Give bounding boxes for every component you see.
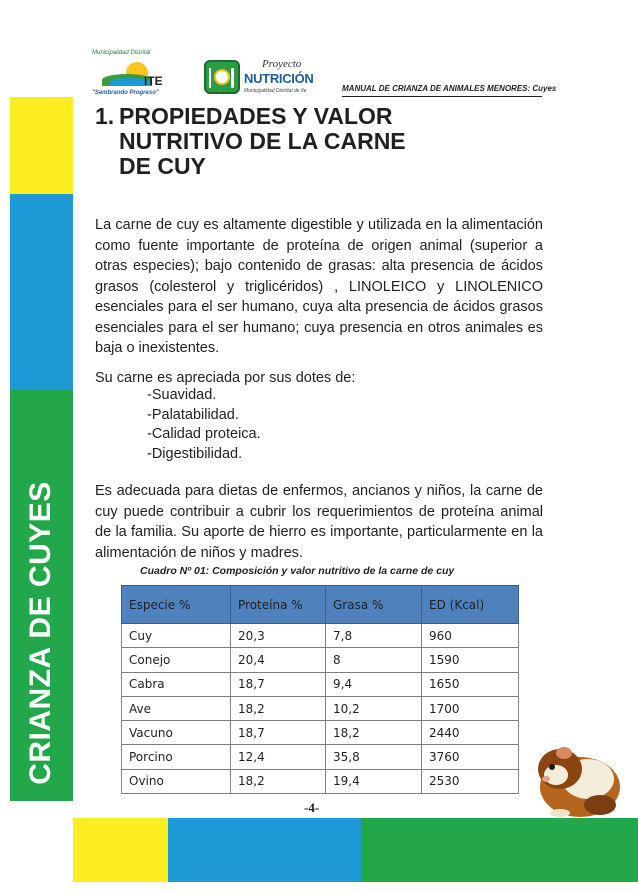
table-cell: 18,7 — [231, 672, 326, 696]
table-cell: 10,2 — [326, 696, 422, 720]
column-header: Proteína % — [231, 586, 326, 624]
logo-name: ITE — [144, 74, 163, 88]
column-header: Grasa % — [326, 586, 422, 624]
side-title — [16, 481, 66, 785]
side-strip-yellow — [10, 97, 73, 194]
municipality-logo — [88, 48, 188, 100]
table-row — [122, 696, 519, 720]
qualities-list — [147, 386, 261, 464]
section-heading — [95, 104, 545, 179]
table-cell: 18,2 — [231, 769, 326, 793]
table-cell: Ave — [122, 696, 231, 720]
table-cell: 35,8 — [326, 745, 422, 769]
table-row — [122, 745, 519, 769]
table-cell: Vacuno — [122, 721, 231, 745]
table-cell: 18,2 — [231, 696, 326, 720]
table-row — [122, 672, 519, 696]
list-item: -Palatabilidad. — [147, 406, 239, 423]
table-cell: Porcino — [122, 745, 231, 769]
table-cell: 1700 — [422, 696, 519, 720]
table-cell: 18,7 — [231, 721, 326, 745]
project-name: NUTRICIÓN — [244, 71, 314, 86]
table-cell: 9,4 — [326, 672, 422, 696]
manual-title: MANUAL DE CRIANZA DE ANIMALES MENORES: Cuyes — [342, 84, 557, 93]
paragraph-intro: La carne de cuy es altamente digestible y utilizada en la alimentación como fuente importante de proteína de origen animal (superior a otras especies); bajo contenido de grasas: alta presencia de ácidos grasos (colesterol y triglicéridos) , LINOLEICO y LINOLENICO esenciales para el ser humano, cuya alta presencia de ácidos grasos esenciales para el ser humano; cuya presencia en otros animales es baja o inexistentes. — [95, 217, 543, 356]
logo-slogan: "Sembrando Progreso" — [92, 90, 159, 96]
side-title-text: CRIANZA DE CUYES — [24, 481, 58, 785]
table-cell: 7,8 — [326, 624, 422, 648]
table-cell: Ovino — [122, 769, 231, 793]
table-row — [122, 648, 519, 672]
bottom-band-green — [361, 818, 638, 882]
table-cell: Conejo — [122, 648, 231, 672]
column-header: Especie % — [122, 586, 231, 624]
table-cell: 960 — [422, 624, 519, 648]
table-cell: 18,2 — [326, 721, 422, 745]
table-row — [122, 624, 519, 648]
side-strip-blue — [10, 194, 73, 390]
table-row — [122, 769, 519, 793]
column-header: ED (Kcal) — [422, 586, 519, 624]
nutrition-table — [121, 585, 519, 794]
table-cell: 2530 — [422, 769, 519, 793]
list-item: -Digestibilidad. — [147, 445, 243, 462]
heading-line-1: PROPIEDADES Y VALOR — [119, 103, 393, 129]
table-cell: 12,4 — [231, 745, 326, 769]
heading-line-2: NUTRITIVO DE LA CARNE — [119, 128, 406, 154]
list-item: -Calidad proteica. — [147, 426, 261, 442]
table-cell: 8 — [326, 648, 422, 672]
logo-arc-text: Municipalidad Distrital — [92, 50, 151, 56]
table-header-row — [122, 586, 519, 624]
list-item: -Suavidad. — [147, 387, 217, 403]
paragraph-qualities: Su carne es apreciada por sus dotes de: — [95, 370, 356, 386]
guinea-pig-illustration — [530, 735, 622, 820]
table-cell: 2440 — [422, 721, 519, 745]
table-cell: 3760 — [422, 745, 519, 769]
nutrition-project-logo — [204, 46, 324, 100]
table-row — [122, 721, 519, 745]
paragraph-diets: Es adecuada para dietas de enfermos, ancianos y niños, la carne de cuy puede contribuir a cubrir los requerimientos de proteína animal de la familia. Su aporte de hierro es importante, particularmente en la alimentación de niños y madres. — [95, 483, 543, 561]
project-label: Proyecto — [262, 58, 302, 70]
table-cell: 1650 — [422, 672, 519, 696]
table-cell: Cabra — [122, 672, 231, 696]
heading-line-3: DE CUY — [119, 153, 206, 179]
table-cell: 20,3 — [231, 624, 326, 648]
bottom-band-yellow — [73, 818, 168, 882]
table-cell: 20,4 — [231, 648, 326, 672]
header-rule — [342, 96, 542, 97]
section-number: 1. — [95, 103, 115, 129]
table-caption: Cuadro Nº 01: Composición y valor nutritivo de la carne de cuy — [140, 565, 455, 577]
table-cell: 1590 — [422, 648, 519, 672]
table-cell: 19,4 — [326, 769, 422, 793]
table-cell: Cuy — [122, 624, 231, 648]
plate-cutlery-icon — [204, 60, 240, 94]
bottom-band-blue — [168, 818, 361, 882]
project-subtitle: Municipalidad Distrital de Ite — [244, 88, 307, 94]
page-number: -4- — [304, 800, 320, 815]
